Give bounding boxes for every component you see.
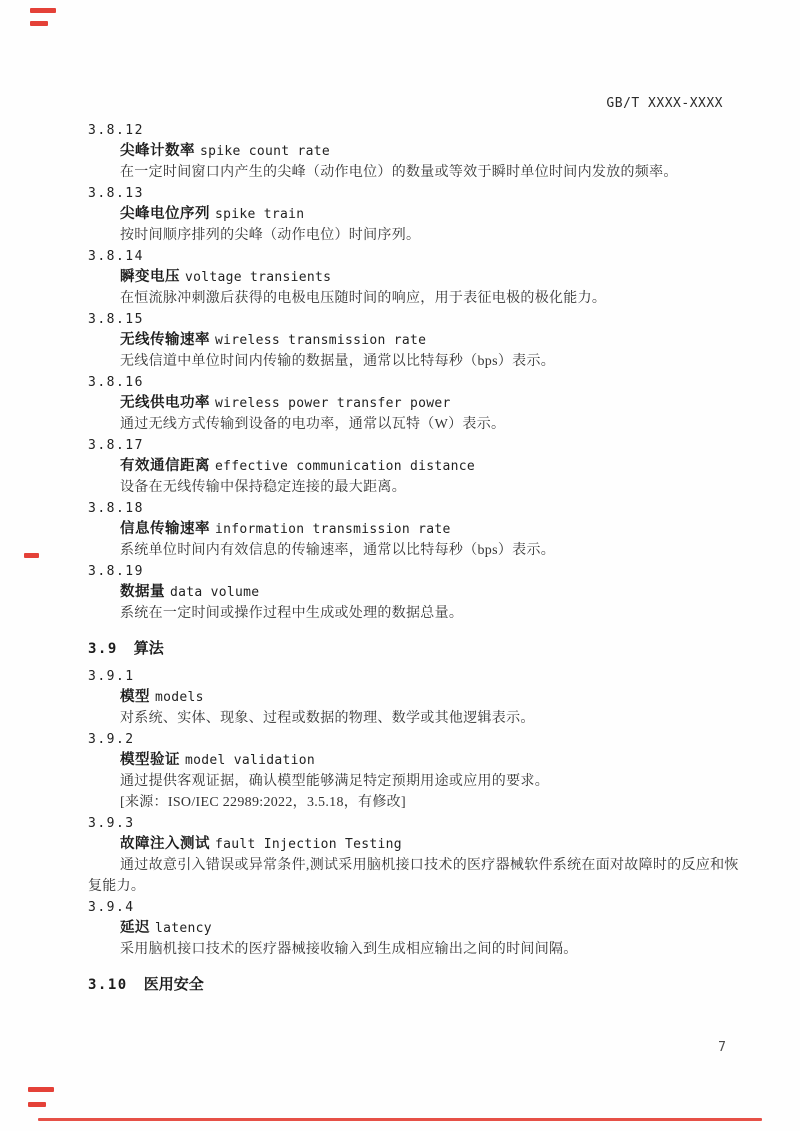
term-chinese: 无线供电功率 [120, 395, 210, 411]
clause-number: 3.8.15 [88, 312, 144, 327]
clause-entry [88, 561, 746, 624]
term-english: spike count rate [200, 144, 331, 159]
clause-entry [88, 666, 746, 729]
clause-number: 3.8.13 [88, 186, 144, 201]
clause-entry [88, 729, 746, 813]
term-english: fault Injection Testing [215, 837, 402, 852]
term-chinese: 瞬变电压 [120, 269, 180, 285]
term-line [88, 204, 746, 225]
term-english: wireless power transfer power [215, 396, 451, 411]
section-heading [88, 974, 746, 996]
clause-number: 3.9.3 [88, 816, 135, 831]
term-line [88, 456, 746, 477]
clause-entry [88, 309, 746, 372]
term-line [88, 267, 746, 288]
definition-text: 系统在一定时间或操作过程中生成或处理的数据总量。 [120, 606, 464, 621]
definition-text: 采用脑机接口技术的医疗器械接收输入到生成相应输出之间的时间间隔。 [120, 942, 578, 957]
red-annotation-bottom-line [38, 1118, 762, 1121]
section-number: 3.10 [88, 977, 128, 993]
definition-text: 对系统、实体、现象、过程或数据的物理、数学或其他逻辑表示。 [120, 711, 535, 726]
clause-number: 3.8.12 [88, 123, 144, 138]
term-chinese: 尖峰电位序列 [120, 206, 210, 222]
clause-entry [88, 498, 746, 561]
section-number: 3.9 [88, 641, 118, 657]
term-line [88, 582, 746, 603]
section-heading [88, 638, 746, 660]
clause-number: 3.8.18 [88, 501, 144, 516]
clause-entry [88, 813, 746, 897]
page-number: 7 [718, 1040, 726, 1055]
section-title: 医用安全 [143, 976, 204, 993]
term-english: information transmission rate [215, 522, 451, 537]
term-english: wireless transmission rate [215, 333, 427, 348]
term-chinese: 延迟 [120, 920, 150, 936]
term-english: model validation [185, 753, 316, 768]
definition-text: 通过无线方式传输到设备的电功率，通常以瓦特（W）表示。 [120, 417, 506, 432]
red-annotation-mark-top-left-1 [30, 8, 56, 13]
clause-number: 3.8.19 [88, 564, 144, 579]
term-chinese: 无线传输速率 [120, 332, 210, 348]
term-chinese: 数据量 [120, 584, 165, 600]
term-chinese: 模型 [120, 689, 150, 705]
term-chinese: 尖峰计数率 [120, 143, 195, 159]
section-title: 算法 [133, 640, 164, 657]
clause-number: 3.8.16 [88, 375, 144, 390]
red-annotation-mark-bottom-left-2 [28, 1102, 46, 1107]
document-header-code: GB/T XXXX-XXXX [606, 96, 723, 111]
clause-number: 3.8.14 [88, 249, 144, 264]
definition-text: 系统单位时间内有效信息的传输速率，通常以比特每秒（bps）表示。 [120, 543, 556, 558]
term-chinese: 信息传输速率 [120, 521, 210, 537]
term-line [88, 750, 746, 771]
definition-text: 在恒流脉冲刺激后获得的电极电压随时间的响应，用于表征电极的极化能力。 [120, 291, 607, 306]
red-annotation-mark-top-left-2 [30, 21, 48, 26]
clause-number: 3.9.2 [88, 732, 135, 747]
clause-entry [88, 372, 746, 435]
definition-text: 通过故意引入错误或异常条件,测试采用脑机接口技术的医疗器械软件系统在面对故障时的反应和恢复能力。 [88, 858, 739, 894]
term-line [88, 330, 746, 351]
definition-text: 无线信道中单位时间内传输的数据量，通常以比特每秒（bps）表示。 [120, 354, 556, 369]
term-line [88, 393, 746, 414]
term-chinese: 有效通信距离 [120, 458, 210, 474]
definition-text: 设备在无线传输中保持稳定连接的最大距离。 [120, 480, 406, 495]
term-line [88, 687, 746, 708]
definition-text: 通过提供客观证据，确认模型能够满足特定预期用途或应用的要求。 [120, 774, 549, 789]
term-chinese: 模型验证 [120, 752, 180, 768]
term-line [88, 141, 746, 162]
term-line [88, 834, 746, 855]
term-line [88, 918, 746, 939]
clause-entry [88, 246, 746, 309]
term-english: spike train [215, 207, 305, 222]
term-english: data volume [170, 585, 260, 600]
clause-entry [88, 435, 746, 498]
source-note: [来源：ISO/IEC 22989:2022，3.5.18，有修改] [120, 795, 406, 810]
red-annotation-mark-middle-left [24, 553, 39, 558]
red-annotation-mark-bottom-left-1 [28, 1087, 54, 1092]
terminology-clauses [88, 120, 746, 1002]
definition-text: 在一定时间窗口内产生的尖峰（动作电位）的数量或等效于瞬时单位时间内发放的频率。 [120, 165, 678, 180]
definition-text: 按时间顺序排列的尖峰（动作电位）时间序列。 [120, 228, 421, 243]
clause-entry [88, 120, 746, 183]
term-english: latency [155, 921, 212, 936]
clause-entry [88, 183, 746, 246]
term-english: models [155, 690, 204, 705]
clause-number: 3.8.17 [88, 438, 144, 453]
term-line [88, 519, 746, 540]
term-english: effective communication distance [215, 459, 476, 474]
term-english: voltage transients [185, 270, 332, 285]
clause-number: 3.9.1 [88, 669, 135, 684]
clause-entry [88, 897, 746, 960]
term-chinese: 故障注入测试 [120, 836, 210, 852]
clause-number: 3.9.4 [88, 900, 135, 915]
